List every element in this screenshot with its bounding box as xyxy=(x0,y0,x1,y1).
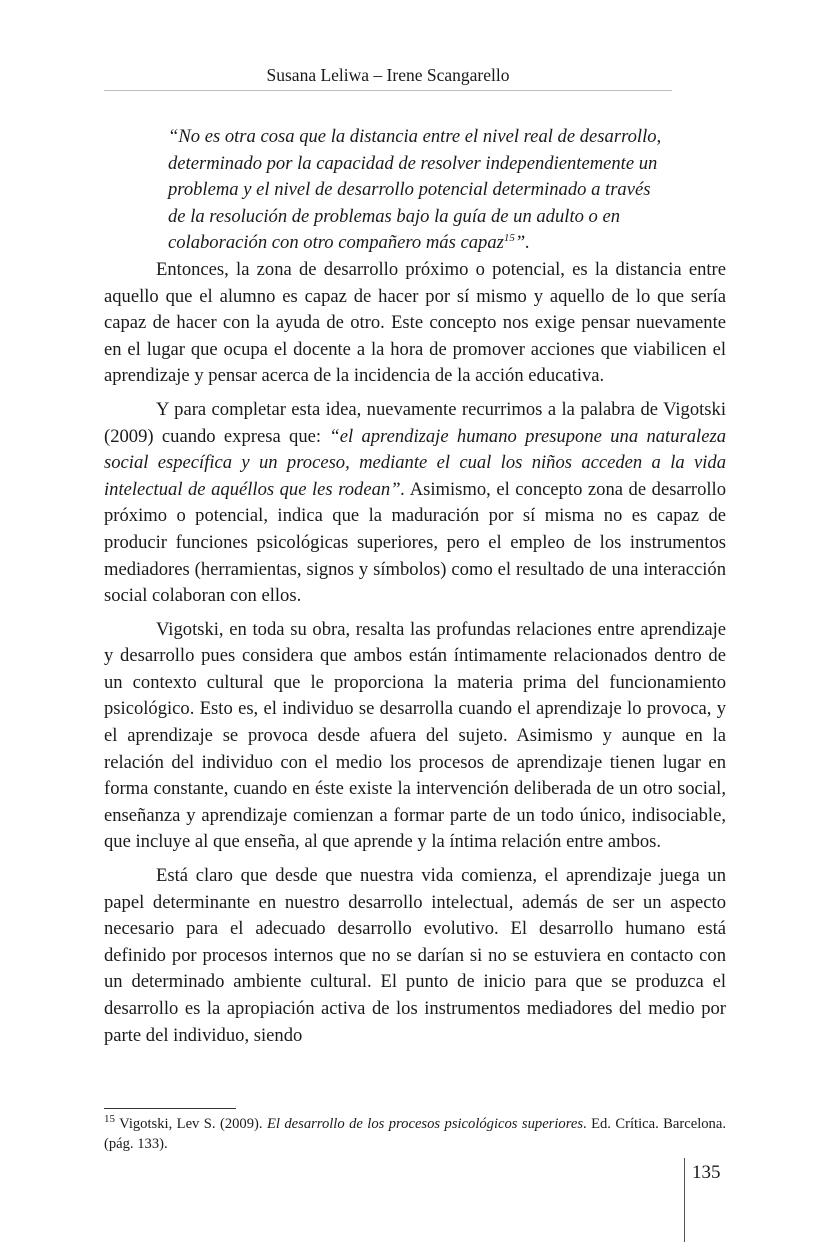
footnote-number: 15 xyxy=(104,1113,115,1126)
footnote-author: Vigotski, Lev S. (2009). xyxy=(115,1116,267,1132)
footnote-divider xyxy=(104,1108,236,1109)
body-text xyxy=(104,124,726,1049)
block-quote-text: “No es otra cosa que la distancia entre el nivel real de desarrollo, determinado por la capacidad de resolver independientemente un problema y el nivel de desarrollo potencial determinado a través de la resolución de problemas bajo la guía de un adulto o en colaboración con otro compañero más capaz xyxy=(168,126,662,254)
page-number-rule xyxy=(684,1158,685,1242)
paragraph-1: Entonces, la zona de desarrollo próximo o potencial, es la distancia entre aquello que el alumno es capaz de hacer por sí mismo y aquello de lo que sería capaz de hacer con la ayuda de otro. Este concepto nos exige pensar nuevamente en el lugar que ocupa el docente a la hora de promover acciones que viabilicen el aprendizaje y pensar acerca de la incidencia de la acción educativa. xyxy=(104,258,726,387)
block-quote-closing: ”. xyxy=(514,232,530,254)
paragraph-3: Vigotski, en toda su obra, resalta las profundas relaciones entre aprendizaje y desarrollo pues considera que ambos están íntimamente relacionados dentro de un contexto cultural que le proporciona la materia prima del funcionamiento psicológico. Esto es, el individuo se desarrolla cuando el aprendizaje lo provoca, y el aprendizaje se provoca desde afuera del sujeto. Asimismo y aunque en la relación del individuo con el medio los procesos de aprendizaje tienen lugar en forma constante, cuando en éste existe la intervención deliberada de un otro social, enseñanza y aprendizaje comienzan a formar parte de un todo único, indisociable, que incluye al que enseña, al que aprende y la íntima relación entre ambos. xyxy=(104,618,726,853)
paragraph-4: Está claro que desde que nuestra vida comienza, el aprendizaje juega un papel determinante en nuestro desarrollo intelectual, además de ser un aspecto necesario para el adecuado desarrollo evolutivo. El desarrollo humano está definido por procesos internos que no se darían si no se estuviera en contacto con un determinado ambiente cultural. El punto de inicio para que se produzca el desarrollo es la apropiación activa de los instrumentos mediadores del medio por parte del individuo, siendo xyxy=(104,865,726,1046)
footnote-rest: . Ed. Crítica. Barcelona. (pág. 133). xyxy=(104,1116,726,1152)
running-head: Susana Leliwa – Irene Scangarello xyxy=(104,64,672,91)
footnote-reference[interactable]: 15 xyxy=(503,232,515,245)
paragraph-2-end: Asimismo, el concepto zona de desarrollo próximo o potencial, indica que la maduración por sí misma no es capaz de producir funciones psicológicas superiores, pero el empleo de los instrumentos mediadores (herramientas, signos y símbolos) como el resultado de una interacción social colaboran con ellos. xyxy=(104,478,726,607)
footnote-title: El desarrollo de los procesos psicológicos superiores xyxy=(266,1116,583,1132)
block-quote xyxy=(168,124,668,257)
paragraph-2-start: Y para completar esta idea, nuevamente recurrimos a la palabra de Vigotski (2009) cuando expresa que: xyxy=(104,398,726,447)
paragraph-2 xyxy=(104,397,726,610)
footnote xyxy=(104,1114,726,1154)
page-number: 135 xyxy=(692,1162,721,1183)
paragraph-2-quote: “el aprendizaje humano presupone una naturaleza social específica y un proceso, mediante el cual los niños acceden a la vida intelectual de aquéllos que les rodean”. xyxy=(104,425,726,500)
